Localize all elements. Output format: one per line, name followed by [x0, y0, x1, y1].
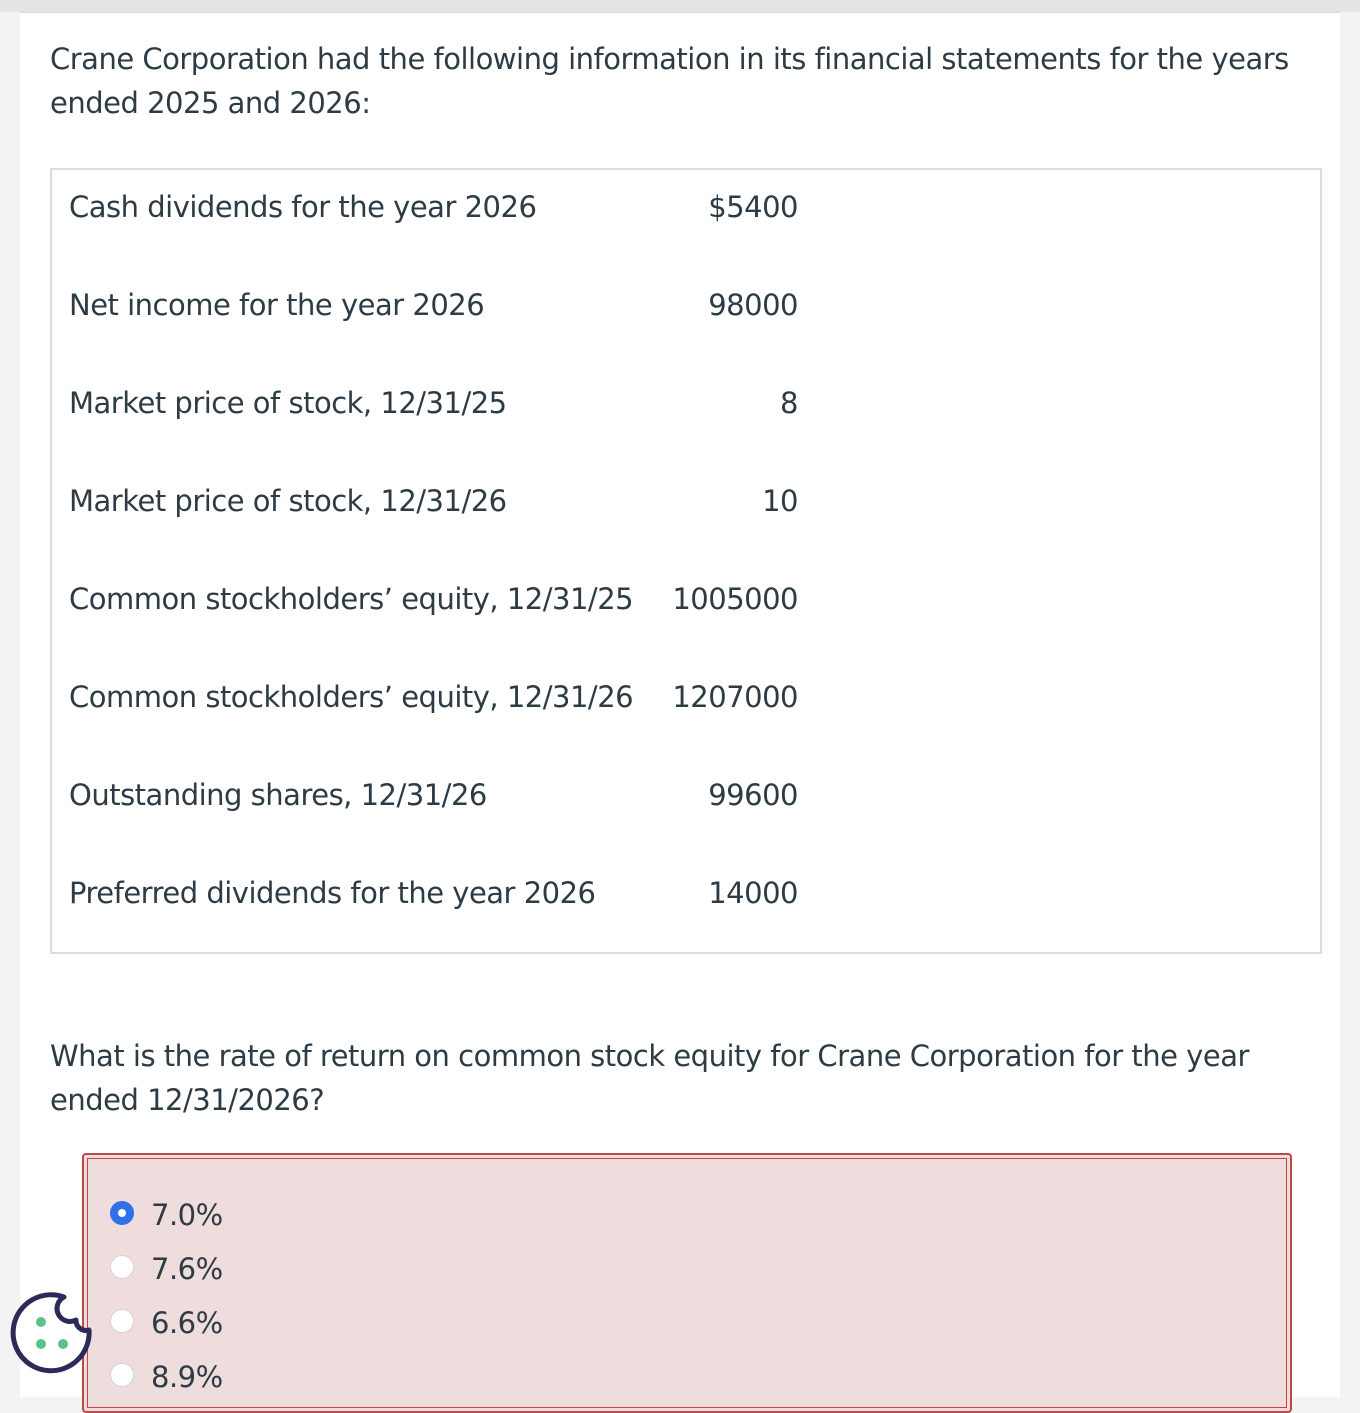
answer-option-label[interactable]: 7.0%	[151, 1198, 223, 1232]
row-value: $5400	[708, 190, 798, 224]
cookie-dot	[36, 1339, 46, 1349]
row-label: Cash dividends for the year 2026	[69, 190, 537, 224]
table-row	[52, 366, 1320, 464]
cookie-dot	[36, 1317, 46, 1327]
row-value: 8	[780, 386, 798, 420]
answer-option-label[interactable]: 6.6%	[151, 1306, 223, 1340]
radio-button[interactable]	[110, 1255, 134, 1279]
table-row	[52, 170, 1320, 268]
answer-option[interactable]	[110, 1305, 370, 1345]
table-row	[52, 562, 1320, 660]
answer-option[interactable]	[110, 1251, 370, 1291]
answer-options-box	[82, 1153, 1292, 1413]
radio-button[interactable]	[110, 1363, 134, 1387]
row-label: Common stockholders’ equity, 12/31/25	[69, 582, 634, 616]
cookie-dot	[58, 1339, 68, 1349]
row-value: 10	[762, 484, 798, 518]
answer-option-label[interactable]: 7.6%	[151, 1252, 223, 1286]
question-intro: Crane Corporation had the following information in its financial statements for the years ended 2025 and 2026:	[50, 42, 1289, 120]
row-label: Outstanding shares, 12/31/26	[69, 778, 487, 812]
top-bar-shadow	[0, 0, 1360, 12]
row-label: Net income for the year 2026	[69, 288, 485, 322]
row-label: Common stockholders’ equity, 12/31/26	[69, 680, 634, 714]
row-label: Preferred dividends for the year 2026	[69, 876, 596, 910]
row-value: 1005000	[672, 582, 798, 616]
table-row	[52, 268, 1320, 366]
cookie-icon	[10, 1292, 94, 1376]
table-row	[52, 856, 1320, 954]
table-row	[52, 660, 1320, 758]
table-row	[52, 758, 1320, 856]
cookie-outline	[13, 1295, 89, 1371]
cookie-consent-icon[interactable]	[10, 1292, 94, 1376]
row-value: 99600	[708, 778, 798, 812]
answer-option[interactable]	[110, 1197, 370, 1237]
row-value: 14000	[708, 876, 798, 910]
row-value: 98000	[708, 288, 798, 322]
financial-data-table	[50, 168, 1322, 954]
answer-option[interactable]	[110, 1359, 370, 1399]
row-label: Market price of stock, 12/31/25	[69, 386, 507, 420]
question-text: What is the rate of return on common stock equity for Crane Corporation for the year ended 12/31/2026?	[50, 1039, 1249, 1117]
table-row	[52, 464, 1320, 562]
radio-button[interactable]	[110, 1201, 134, 1225]
radio-button[interactable]	[110, 1309, 134, 1333]
answer-option-label[interactable]: 8.9%	[151, 1360, 223, 1394]
row-label: Market price of stock, 12/31/26	[69, 484, 507, 518]
row-value: 1207000	[672, 680, 798, 714]
